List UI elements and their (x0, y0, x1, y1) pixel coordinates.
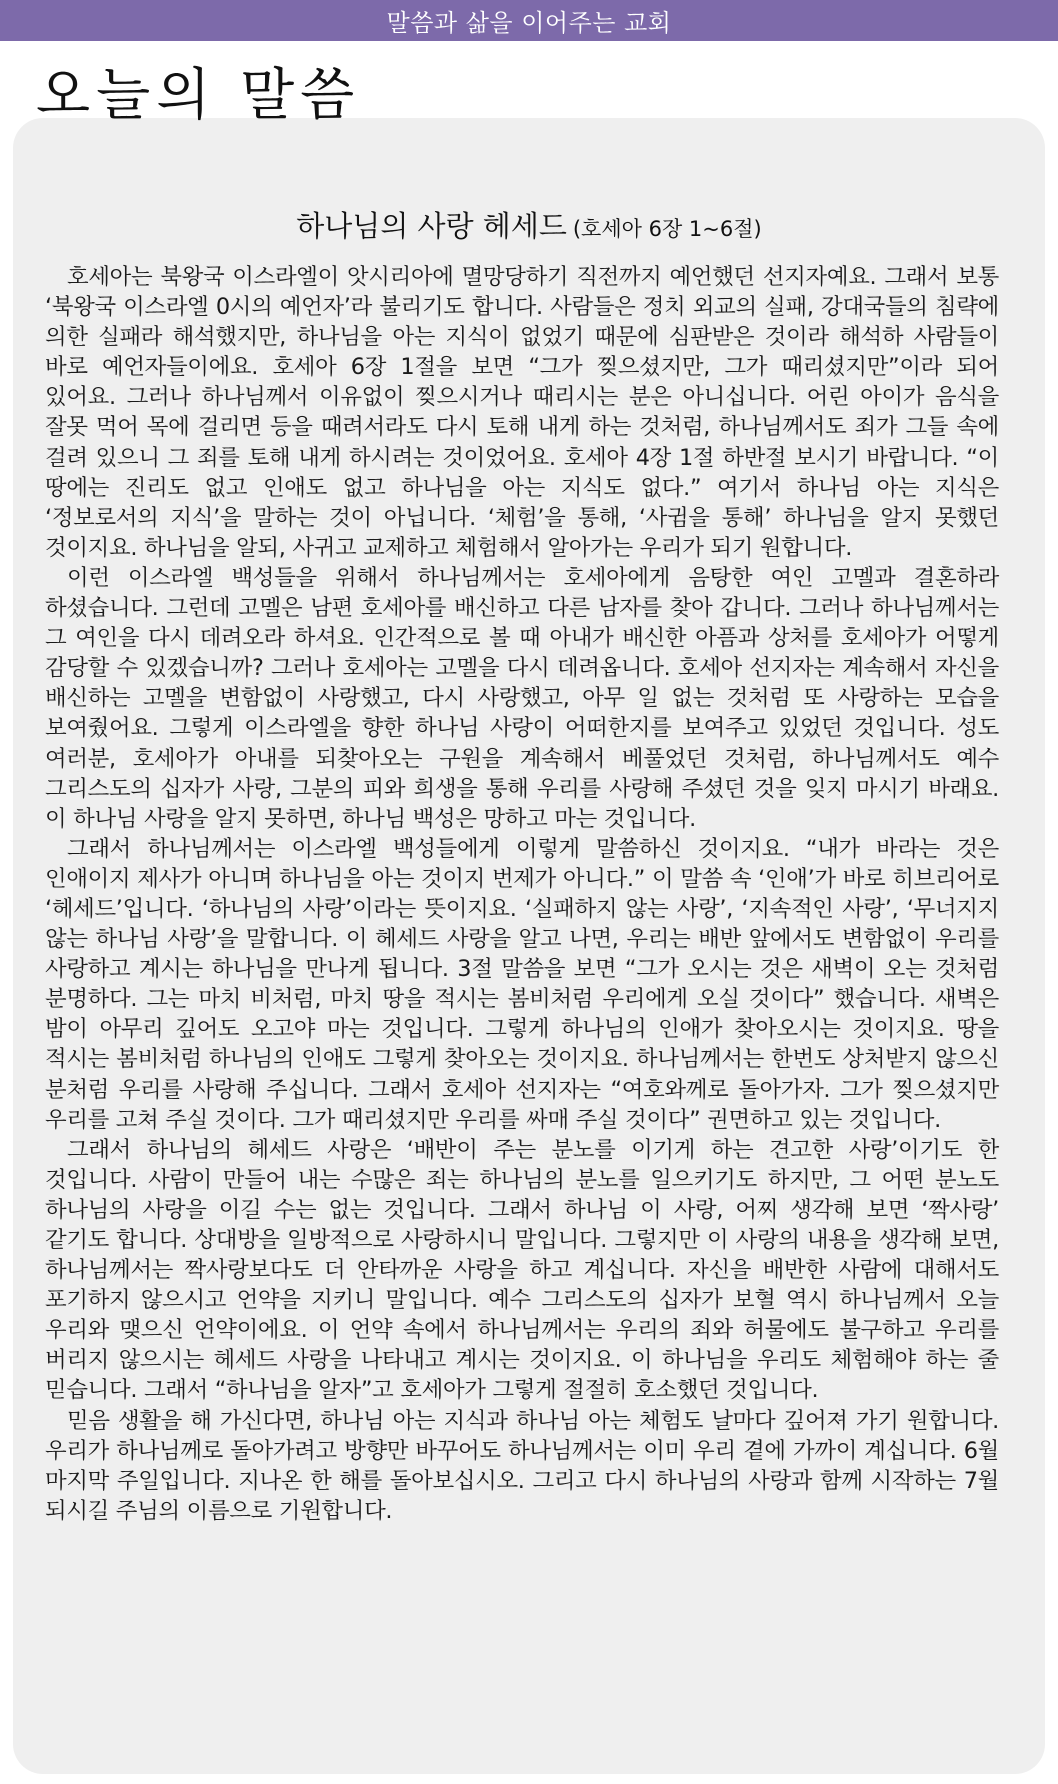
page-title: 오늘의 말씀 (36, 63, 361, 128)
sermon-reference: (호세아 6장 1~6절) (572, 217, 762, 241)
sermon-paragraph: 그래서 하나님의 헤세드 사랑은 ‘배반이 주는 분노를 이기게 하는 견고한 사랑’이기도 한 것입니다. 사람이 만들어 내는 수많은 죄는 하나님의 분노를 일으키기도 하지만, 그 어떤 분노도 하나님의 사랑을 이길 수는 없는 것입니다. 그래서 하나님 이 사랑, 어찌 생각해 보면 ‘짝사랑’ 같기도 합니다. 상대방을 일방적으로 사랑하시니 말입니다. 그렇지만 이 사랑의 내용을 생각해 보면, 하나님께서는 짝사랑보다도 더 안타까운 사랑을 하고 계십니다. 자신을 배반한 사람에 대해서도 포기하지 않으시고 언약을 지키니 말입니다. 예수 그리스도의 십자가 보혈 역시 하나님께서 오늘 우리와 맺으신 언약이에요. 이 언약 속에서 하나님께서는 우리의 죄와 허물에도 불구하고 우리를 버리지 않으시는 헤세드 사랑을 나타내고 계시는 것이지요. 이 하나님을 우리도 체험해야 하는 줄 믿습니다. 그래서 “하나님을 알자”고 호세아가 그렇게 절절히 호소했던 것입니다. (45, 1136, 999, 1404)
sermon-paragraph: 믿음 생활을 해 가신다면, 하나님 아는 지식과 하나님 아는 체험도 날마다 깊어져 가기 원합니다. 우리가 하나님께로 돌아가려고 방향만 바꾸어도 하나님께서는 이미 우리 곁에 가까이 계십니다. 6월 마지막 주일입니다. 지나온 한 해를 돌아보십시오. 그리고 다시 하나님의 사랑과 함께 시작하는 7월 되시길 주님의 이름으로 기원합니다. (45, 1407, 999, 1524)
banner-text: 말씀과 삶을 이어주는 교회 (386, 9, 672, 37)
sermon-paragraph: 호세아는 북왕국 이스라엘이 앗시리아에 멸망당하기 직전까지 예언했던 선지자예요. 그래서 보통 ‘북왕국 이스라엘 0시의 예언자’라 불리기도 합니다. 사람들은 정치 외교의 실패, 강대국들의 침략에 의한 실패라 해석했지만, 하나님을 아는 지식이 없었기 때문에 심판받은 것이라 해석하 사람들이 바로 예언자들이에요. 호세아 6장 1절을 보면 “그가 찢으셨지만, 그가 때리셨지만”이라 되어 있어요. 그러나 하나님께서 이유없이 찢으시거나 때리시는 분은 아니십니다. 어린 아이가 음식을 잘못 먹어 목에 걸리면 등을 때려서라도 다시 토해 내게 하는 것처럼, 하나님께서도 죄가 그들 속에 걸려 있으니 그 죄를 토해 내게 하시려는 것이었어요. 호세아 4장 1절 하반절 보시기 바랍니다. “이 땅에는 진리도 없고 인애도 없고 하나님을 아는 지식도 없다.” 여기서 하나님 아는 지식은 ‘정보로서의 지식’을 말하는 것이 아닙니다. ‘체험’을 통해, ‘사귐을 통해’ 하나님을 알지 못했던 것이지요. 하나님을 알되, 사귀고 교제하고 체험해서 알아가는 우리가 되기 원합니다. (45, 264, 999, 561)
sermon-paragraph: 이런 이스라엘 백성들을 위해서 하나님께서는 호세아에게 음탕한 여인 고멜과 결혼하라 하셨습니다. 그런데 고멜은 남편 호세아를 배신하고 다른 남자를 찾아 갑니다. 그러나 하나님께서는 그 여인을 다시 데려오라 하셔요. 인간적으로 볼 때 아내가 배신한 아픔과 상처를 호세아가 어떻게 감당할 수 있겠습니까? 그러나 호세아는 고멜을 다시 데려옵니다. 호세아 선지자는 계속해서 자신을 배신하는 고멜을 변함없이 사랑했고, 다시 사랑했고, 아무 일 없는 것처럼 또 사랑하는 모습을 보여줬어요. 그렇게 이스라엘을 향한 하나님 사랑이 어떠한지를 보여주고 있었던 것입니다. 성도 여러분, 호세아가 아내를 되찾아오는 구원을 계속해서 베풀었던 것처럼, 하나님께서도 예수 그리스도의 십자가 사랑, 그분의 피와 희생을 통해 우리를 사랑해 주셨던 것을 잊지 마시기 바래요. 이 하나님 사랑을 알지 못하면, 하나님 백성은 망하고 마는 것입니다. (45, 564, 999, 832)
sermon-heading (0, 204, 1058, 245)
sermon-title: 하나님의 사랑 헤세드 (296, 209, 567, 243)
top-banner (0, 0, 1058, 41)
sermon-paragraph: 그래서 하나님께서는 이스라엘 백성들에게 이렇게 말씀하신 것이지요. “내가 바라는 것은 인애이지 제사가 아니며 하나님을 아는 것이지 번제가 아니다.” 이 말씀 속 ‘인애’가 바로 히브리어로 ‘헤세드’입니다. ‘하나님의 사랑’이라는 뜻이지요. ‘실패하지 않는 사랑’, ‘지속적인 사랑’, ‘무너지지 않는 하나님 사랑’을 말합니다. 이 헤세드 사랑을 알고 나면, 우리는 배반 앞에서도 변함없이 우리를 사랑하고 계시는 하나님을 만나게 됩니다. 3절 말씀을 보면 “그가 오시는 것은 새벽이 오는 것처럼 분명하다. 그는 마치 비처럼, 마치 땅을 적시는 봄비처럼 우리에게 오실 것이다” 했습니다. 새벽은 밤이 아무리 깊어도 오고야 마는 것입니다. 그렇게 하나님의 인애가 찾아오시는 것이지요. 땅을 적시는 봄비처럼 하나님의 인애도 그렇게 찾아오는 것이지요. 하나님께서는 한번도 상처받지 않으신 분처럼 우리를 사랑해 주십니다. 그래서 호세아 선지자는 “여호와께로 돌아가자. 그가 찢으셨지만 우리를 고쳐 주실 것이다. 그가 때리셨지만 우리를 싸매 주실 것이다” 권면하고 있는 것입니다. (45, 835, 999, 1133)
sermon-body (45, 262, 999, 1526)
